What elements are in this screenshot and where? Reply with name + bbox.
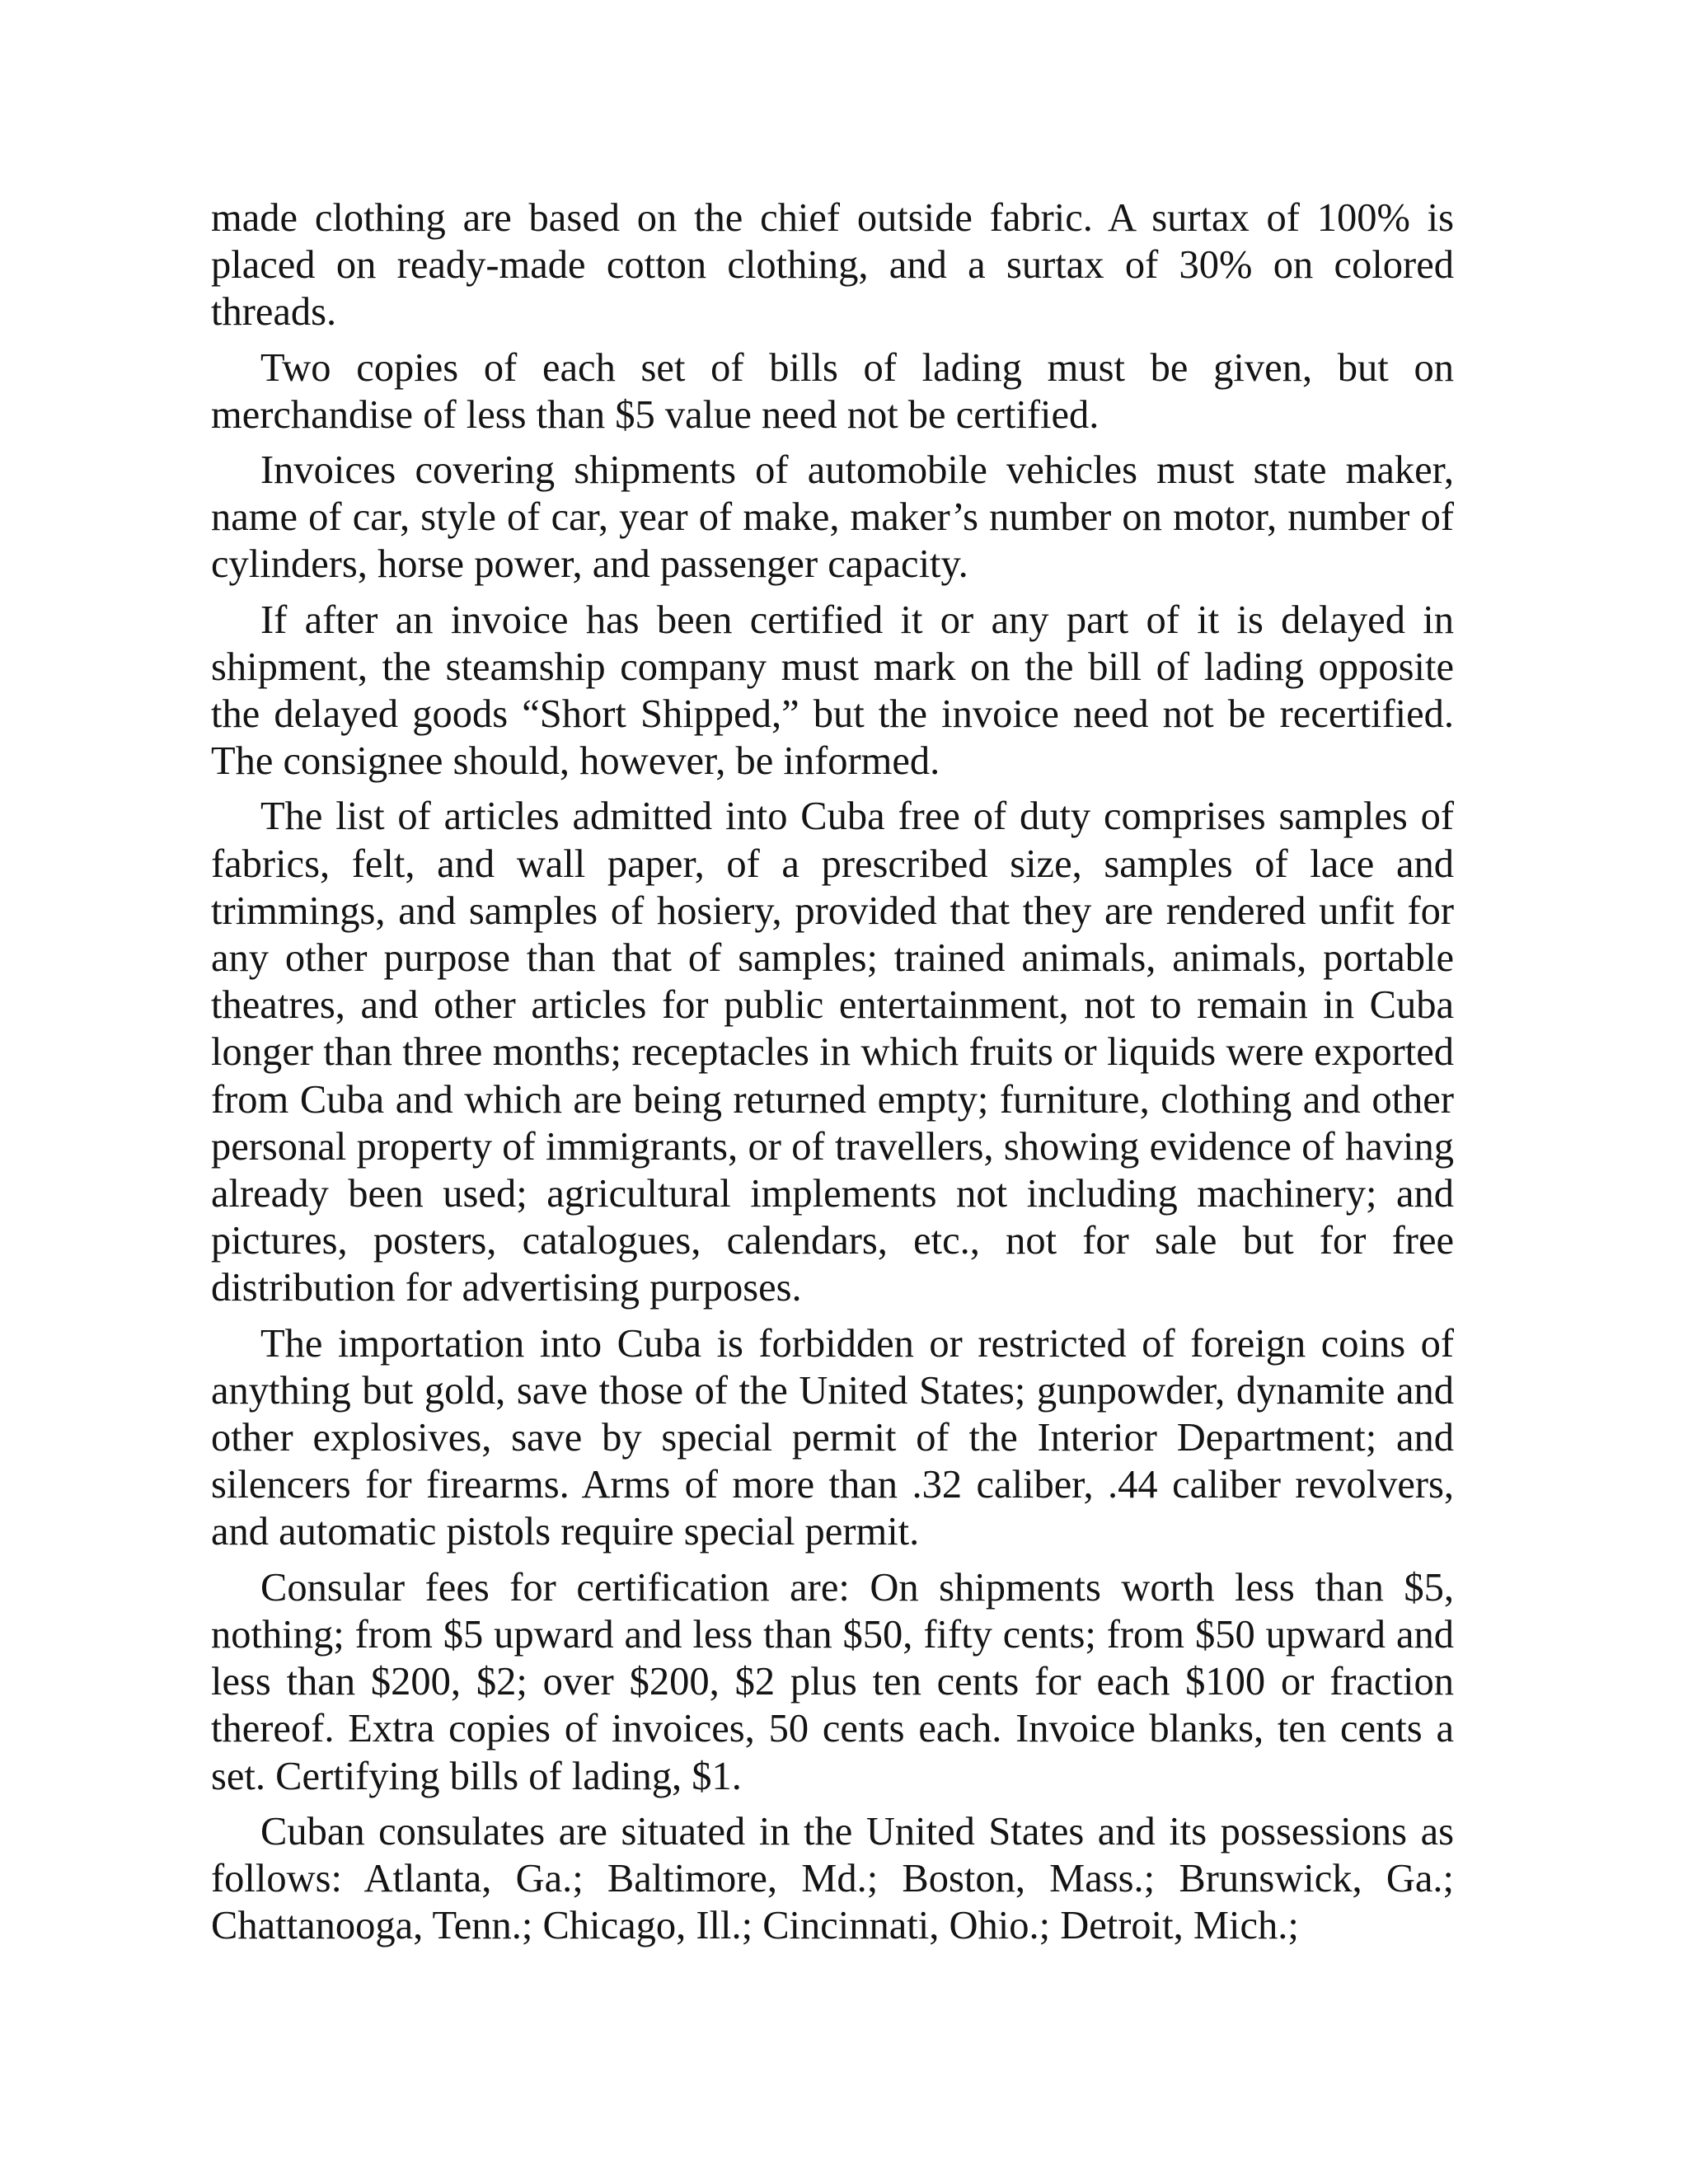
paragraph-automobile-invoices: Invoices covering shipments of automobile vehicles must state maker, name of car, style of car, year of make, maker’s number on motor, number of cylinders, horse power, and passenger capacity. — [211, 448, 1454, 587]
paragraph-forbidden-imports: The importation into Cuba is forbidden or restricted of foreign coins of anything but gold, save those of the United States; gunpowder, dynamite and other explosives, save by special permit of the Interior Department; and silencers for firearms. Arms of more than .32 caliber, .44 caliber revolvers, and automatic pistols require special permit. — [211, 1321, 1454, 1554]
paragraph-bills-of-lading: Two copies of each set of bills of lading must be given, but on merchandise of less than $5 value need not be certified. — [211, 345, 1454, 437]
document-page — [211, 194, 1454, 1957]
paragraph-continued-clothing-surtax: made clothing are based on the chief outside fabric. A surtax of 100% is placed on ready-made cotton clothing, and a surtax of 30% on colored threads. — [211, 196, 1454, 335]
paragraph-consular-fees: Consular fees for certification are: On shipments worth less than $5, nothing; from $5 upward and less than $50, fifty cents; from $50 upward and less than $200, $2; over $200, $2 plus ten cents for each $100 or fraction thereof. Extra copies of invoices, 50 cents each. Invoice blanks, ten cents a set. Certifying bills of lading, $1. — [211, 1565, 1454, 1798]
paragraph-short-shipped: If after an invoice has been certified it or any part of it is delayed in shipment, the steamship company must mark on the bill of lading opposite the delayed goods “Short Shipped,” but the invoice need not be recertified. The consignee should, however, be informed. — [211, 598, 1454, 784]
paragraph-duty-free-articles: The list of articles admitted into Cuba free of duty comprises samples of fabrics, felt, and wall paper, of a prescribed size, samples of lace and trimmings, and samples of hosiery, provided that they are rendered unfit for any other purpose than that of samples; trained animals, animals, portable theatres, and other articles for public entertainment, not to remain in Cuba longer than three months; receptacles in which fruits or liquids were exported from Cuba and which are being returned empty; furniture, clothing and other personal property of immigrants, or of travellers, showing evidence of having already been used; agricultural implements not including machinery; and pictures, posters, catalogues, calendars, etc., not for sale but for free distribution for advertising purposes. — [211, 794, 1454, 1310]
paragraph-cuban-consulates: Cuban consulates are situated in the United States and its possessions as follows: Atlanta, Ga.; Baltimore, Md.; Boston, Mass.; Brunswick, Ga.; Chattanooga, Tenn.; Chicago, Ill.; Cincinnati, Ohio.; Detroit, Mich.; — [211, 1809, 1454, 1948]
